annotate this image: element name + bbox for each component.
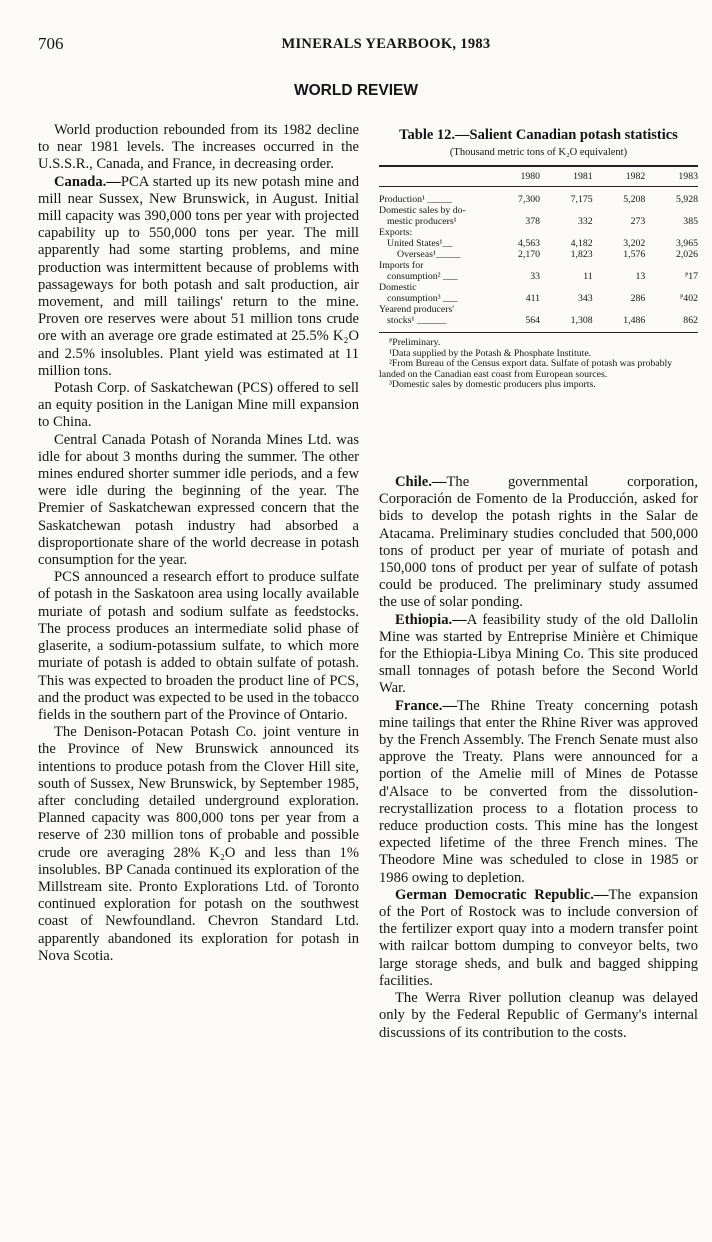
canada-text: PCA started up its new potash mine and mill near Sussex, New Brunswick, in August. Initial mill capacity was 390,000 tons per year with projected capability up to 550,000 tons per year. The mill apparently had some starting problems, and mine production was intermittent because of problems with passageways for both potash and salt production, air movement, and mill tailings' return to the mine. Proven ore reserves were about 51 million tons crude ore with an average ore grade estimated at 25.5% K₂O and 2.5% insolubles. Plant yield was estimated at 11 million tons. xyxy=(38,173,359,379)
table-row-label: Yearend producers' xyxy=(379,304,455,315)
potash-statistics-table xyxy=(379,165,698,333)
section-title: WORLD REVIEW xyxy=(294,82,418,99)
year-header: 1983 xyxy=(645,166,698,187)
table-row-exports-overseas: Overseas¹_____ 2,170 1,823 1,576 2,026 xyxy=(397,249,698,260)
table-footnotes xyxy=(379,338,698,391)
gdr-text: The expansion of the Port of Rostock was to include conversion of the fertilizer export quay into a modern transfer point with railcar bottom dumping to conveyor belts, two large storage sheds, and bulk and bagged shipping facilities. xyxy=(379,886,698,989)
footnote: ²From Bureau of the Census export data. Sulfate of potash was probably landed on the Canadian east coast from European sources. xyxy=(379,358,673,380)
table-row-label: Domestic sales by do- xyxy=(379,205,466,216)
table-row-exports-us: United States¹__ 4,563 4,182 3,202 3,965 xyxy=(387,238,698,249)
table-12 xyxy=(379,127,698,391)
table-row-imports: consumption² ___ 33 11 13 ᴾ17 xyxy=(387,271,698,282)
running-title: MINERALS YEARBOOK, 1983 xyxy=(281,36,491,52)
left-column xyxy=(38,122,359,965)
france-text: The Rhine Treaty concerning potash mine tailings that enter the Rhine River was approved by the French Assembly. The French Senate must also approve the Treaty. Plans were announced for a portion of the Amelie mill of Mines de Potasse d'Alsace to be converted from the dissolution-recrystallization process to a flotation process to reduce production costs. This mine has the longest expected lifetime of the three French mines. The Theodore Mine was scheduled to close in 1985 or 1986 owing to depletion. xyxy=(379,697,698,886)
page-number: 706 xyxy=(38,34,64,53)
france-paragraph xyxy=(379,698,698,887)
canada-paragraph xyxy=(38,174,359,380)
table-header-row xyxy=(379,166,698,187)
ethiopia-text: A feasibility study of the old Dallolin Mine was started by Entreprise Minière et Chimique for the Ethiopia-Libya Mining Co. This site produced small tonnages of potash before the Second World War. xyxy=(379,611,698,697)
canada-heading: Canada.— xyxy=(54,173,121,190)
table-title: Table 12.—Salient Canadian potash statistics xyxy=(399,127,678,143)
pcs-china-paragraph: Potash Corp. of Saskatchewan (PCS) offered to sell an equity position in the Lanigan Mine mill expansion to China. xyxy=(38,380,359,431)
gdr-paragraph xyxy=(379,887,698,990)
ethiopia-heading: Ethiopia.— xyxy=(395,611,467,628)
chile-heading: Chile.— xyxy=(395,474,447,490)
year-header: 1981 xyxy=(540,166,593,187)
table-subtitle: (Thousand metric tons of K₂O equivalent) xyxy=(449,147,628,158)
france-heading: France.— xyxy=(395,697,458,714)
right-column xyxy=(379,474,698,1042)
gdr-heading: German Democratic Republic.— xyxy=(395,886,609,903)
pcs-sulfate-paragraph: PCS announced a research effort to produce sulfate of potash in the Saskatoon area using locally available muriate of potash and sodium sulfate as feedstocks. The process produces an intermediate solid phase of glaserite, a sodium-potassium sulfate, to which more muriate of potash is added to obtain sulfate of potash. This was expected to broaden the product line of PCS, and the product was expected to be used in the tobacco fields in the southern part of the Province of Ontario. xyxy=(38,569,359,723)
footnote: ³Domestic sales by domestic producers plus imports. xyxy=(389,379,596,391)
table-row-production: Production¹ _____ 7,300 7,175 5,208 5,928 xyxy=(379,194,698,205)
noranda-paragraph: Central Canada Potash of Noranda Mines Ltd. was idle for about 3 months during the summer. The other mines endured shorter summer idle periods, and a few were idle during the beginning of the year. The Premier of Saskatchewan expressed concern that the Saskatchewan potash industry had absorbed a disproportionate share of the world decrease in potash consumption for the year. xyxy=(38,431,359,569)
year-header: 1982 xyxy=(593,166,646,187)
footnote: ᴾPreliminary. xyxy=(389,337,441,348)
table-row-label: Exports: xyxy=(379,227,413,238)
footnote: ¹Data supplied by the Potash & Phosphate Institute. xyxy=(389,347,592,359)
ethiopia-paragraph xyxy=(379,612,698,698)
chile-paragraph xyxy=(379,474,698,612)
denison-paragraph: The Denison-Potacan Potash Co. joint venture in the Province of New Brunswick announced its intentions to produce potash from the Clover Hill site, south of Sussex, New Brunswick, by September 1985, after concluding detailed underground exploration. Planned capacity was 800,000 tons per year from a reserve of 230 million tons of probable and possible crude ore averaging 28% K₂O and less than 1% insolubles. BP Canada continued its exploration of the Millstream site. Pronto Explorations Ltd. of Toronto continued exploration for potash on the southwest coast of Newfoundland. Chevron Standard Ltd. apparently abandoned its exploration for potash in Nova Scotia. xyxy=(38,724,359,964)
intro-paragraph: World production rebounded from its 1982 decline to near 1981 levels. The increases occurred in the U.S.S.R., Canada, and France, in decreasing order. xyxy=(38,122,359,173)
table-row-domestic-sales: mestic producers¹ 378 332 273 385 xyxy=(387,216,698,227)
table-row-stocks: stocks¹ ______ 564 1,308 1,486 862 xyxy=(379,315,698,333)
werra-paragraph: The Werra River pollution cleanup was delayed only by the Federal Republic of Germany's internal discussions of its contribution to the costs. xyxy=(379,990,698,1041)
table-row-domestic-consumption: consumption³ ___ 411 343 286 ᴾ402 xyxy=(387,293,698,304)
table-row-label: Domestic xyxy=(379,282,417,293)
table-row-label: Imports for xyxy=(379,260,424,271)
chile-text: The governmental corporation, Corporación de Fomento de la Producción, asked for bids to develop the potash rights in the Salar de Atacama. Preliminary studies concluded that 500,000 tons of product per year of muriate of potash and 150,000 tons of product per year of sulfate of potash could be produced. The preliminary study assumed the use of solar ponding. xyxy=(379,474,698,611)
year-header: 1980 xyxy=(487,166,540,187)
